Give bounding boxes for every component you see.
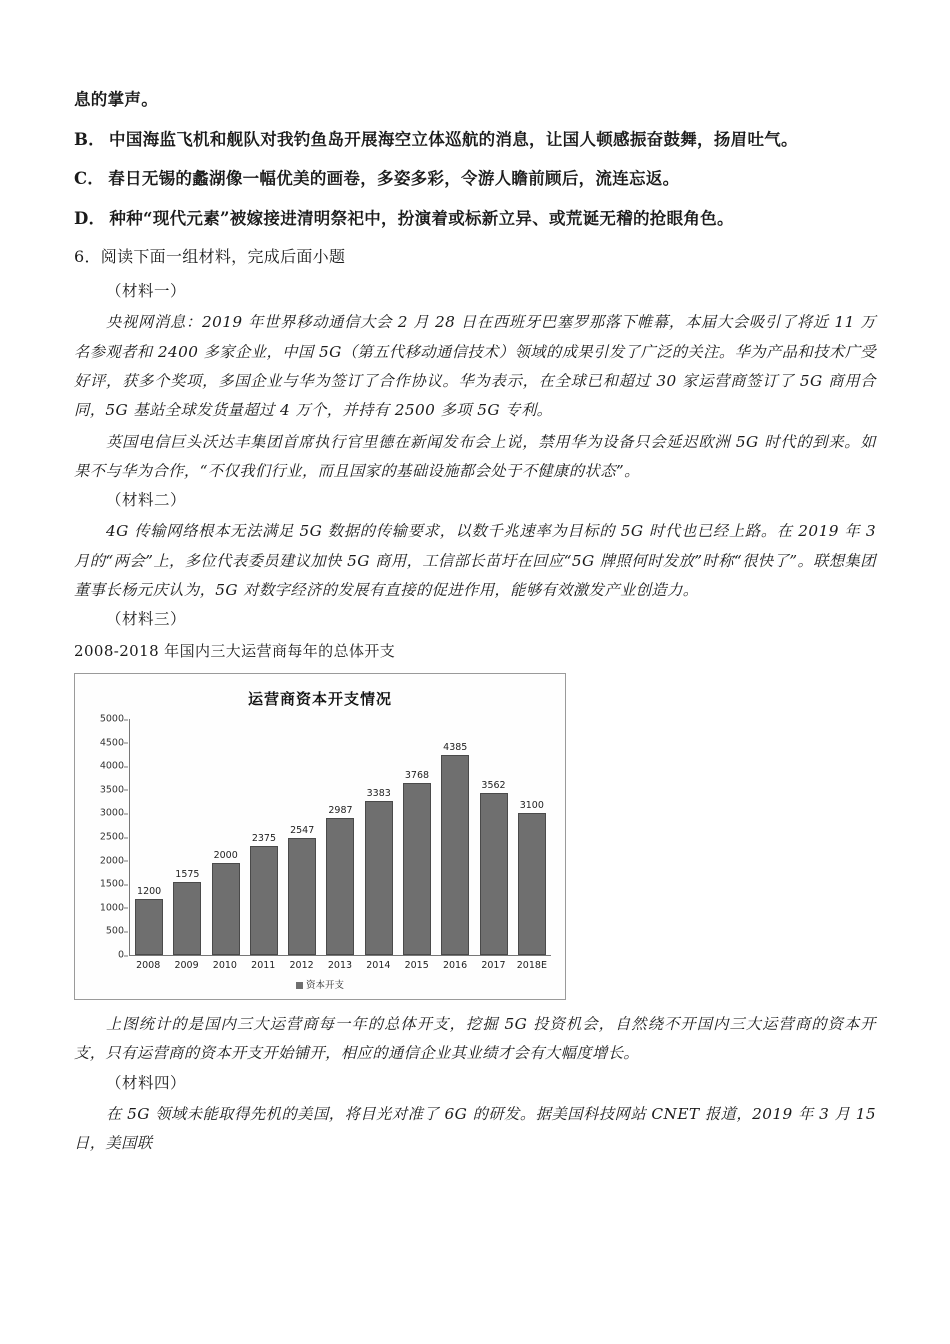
material-1-paragraph-2: 英国电信巨头沃达丰集团首席执行官里德在新闻发布会上说，禁用华为设备只会延迟欧洲 5G 时代的到来。如果不与华为合作，“不仅我们行业，而且国家的基础设施都会处于不健康的状态”。 — [74, 432, 876, 481]
chart-bar-value-label: 2000 — [213, 849, 238, 861]
material-2-paragraph-1: 4G 传输网络根本无法满足 5G 数据的传输要求，以数千兆速率为目标的 5G 时代也已经上路。在 2019 年 3 月的“两会”上，多位代表委员建议加快 5G 商用，工信部长苗圩在回应“5G 牌照何时发放”时称“很快了”。联想集团董事长杨元庆认为，5G 对数字经济的发展有直接的促进作用，能够有效激发产业创造力。 — [74, 522, 876, 599]
chart-bar-value-label: 2375 — [251, 833, 277, 845]
chart-bar-value-label: 1575 — [175, 869, 200, 881]
chart-bar-value-label: 3768 — [404, 770, 430, 782]
choice-option-c — [74, 166, 876, 192]
material-2-heading: （材料二） — [106, 491, 187, 510]
choice-option-d — [74, 206, 876, 232]
chart-bar — [212, 863, 240, 955]
chart-bar-column — [402, 719, 432, 955]
chart-bar — [135, 899, 163, 955]
chart-bar — [250, 846, 278, 955]
chart-bar-column — [287, 719, 317, 955]
chart-y-tickmark — [124, 955, 128, 956]
chart-x-tick-label: 2010 — [212, 960, 237, 972]
material-3-heading: （材料三） — [106, 610, 187, 629]
chart-y-tick: 1500 — [88, 879, 124, 890]
chart-bar-column — [249, 719, 279, 955]
chart-bar-column — [325, 719, 355, 955]
chart-bar — [441, 755, 469, 955]
chart-x-tick-label: 2009 — [174, 960, 199, 972]
chart-y-tick: 3500 — [88, 784, 124, 795]
question-6-stem: 6．阅读下面一组材料，完成后面小题 — [74, 247, 346, 267]
chart-bar-value-label: 4385 — [443, 742, 468, 754]
chart-bar — [173, 882, 201, 955]
chart-bar-column — [211, 719, 241, 955]
choice-text-b: 中国海监飞机和舰队对我钓鱼岛开展海空立体巡航的消息，让国人顿感振奋鼓舞，扬眉吐气。 — [109, 129, 798, 149]
choice-label-b: B． — [74, 129, 106, 149]
chart-y-tickmark — [124, 813, 128, 814]
chart-bar-value-label: 1200 — [137, 885, 162, 897]
chart-bars — [130, 719, 551, 955]
chart-y-tickmark — [124, 837, 128, 838]
chart-bar-value-label: 3383 — [366, 787, 391, 799]
chart-bar-column — [479, 719, 509, 955]
chart-x-tick-label: 2017 — [481, 960, 506, 972]
chart-y-tickmark — [124, 884, 128, 885]
chart-bar — [518, 813, 546, 955]
chart-bar-value-label: 3562 — [481, 779, 506, 791]
material-4-paragraph-1: 在 5G 领域未能取得先机的美国，将目光对准了 6G 的研发。据美国科技网站 CNET 报道，2019 年 3 月 15 日，美国联 — [74, 1104, 876, 1152]
chart-title: 运营商资本开支情况 — [247, 690, 392, 709]
choice-text-d: 种种“现代元素”被嫁接进清明祭祀中，扮演着或标新立异、或荒诞无稽的抢眼角色。 — [109, 208, 734, 228]
choice-label-c: C． — [74, 169, 105, 189]
chart-bar-column — [440, 719, 470, 955]
chart-y-tick: 2000 — [88, 855, 124, 866]
chart-y-tickmark — [124, 790, 128, 791]
chart-y-tick: 5000 — [88, 714, 124, 725]
chart-plot-area — [99, 713, 551, 961]
chart-bar-column — [517, 719, 547, 955]
chart-x-tick-label: 2014 — [366, 960, 391, 972]
legend-swatch-icon — [296, 982, 303, 989]
material-1-heading: （材料一） — [106, 282, 187, 301]
chart-bar-value-label: 2987 — [328, 805, 353, 817]
material-3-paragraph-1: 上图统计的是国内三大运营商每一年的总体开支，挖掘 5G 投资机会，自然绕不开国内三大运营商的资本开支，只有运营商的资本开支开始铺开，相应的通信企业其业绩才会有大幅度增长。 — [74, 1015, 876, 1063]
chart-x-tick-label: 2016 — [442, 960, 468, 972]
chart-y-tick: 4000 — [88, 761, 124, 772]
chart-x-tick-label: 2018E — [516, 960, 547, 972]
chart-y-tickmark — [124, 743, 128, 744]
chart-x-tick-label: 2012 — [289, 960, 314, 972]
choice-option-b — [74, 127, 876, 153]
chart-bar — [403, 783, 431, 955]
choice-label-d: D． — [74, 208, 106, 228]
legend-label: 资本开支 — [305, 980, 344, 992]
chart-y-tickmark — [124, 861, 128, 862]
operator-capex-bar-chart — [74, 673, 566, 1000]
chart-bar — [288, 838, 316, 955]
chart-legend — [85, 977, 555, 991]
material-1-paragraph-1: 央视网消息：2019 年世界移动通信大会 2 月 28 日在西班牙巴塞罗那落下帷幕，本届大会吸引了将近 11 万名参观者和 2400 多家企业，中国 5G（第五代移动通信技术）领域的成果引发了广泛的关注。华为产品和技术广受好评，获多个奖项，多国企业与华为签订了合作协议。华为表示，在全球已和超过 30 家运营商签订了 5G 商用合同，5G 基站全球发货量超过 4 万个，并持有 2500 多项 5G 专利。 — [74, 313, 876, 420]
chart-y-tickmark — [124, 766, 128, 767]
chart-y-tick: 0 — [88, 950, 124, 961]
chart-x-axis — [129, 956, 551, 971]
chart-y-tick: 4500 — [88, 737, 124, 748]
chart-bar — [326, 818, 354, 955]
chart-bar-value-label: 2547 — [290, 825, 315, 837]
choice-text-c: 春日无锡的蠡湖像一幅优美的画卷，多姿多彩，令游人瞻前顾后，流连忘返。 — [108, 169, 680, 189]
chart-bar-column — [364, 719, 394, 955]
chart-y-tick: 500 — [88, 926, 124, 937]
chart-x-tick-label: 2011 — [251, 960, 276, 972]
chart-y-tickmark — [124, 931, 128, 932]
chart-caption: 2008-2018 年国内三大运营商每年的总体开支 — [74, 642, 396, 661]
chart-x-tick-label: 2015 — [404, 960, 429, 972]
chart-y-tickmark — [124, 908, 128, 909]
chart-y-tick: 1000 — [88, 902, 124, 913]
chart-bar-column — [134, 719, 164, 955]
chart-y-tickmark — [124, 719, 128, 720]
chart-bar-value-label: 3100 — [519, 800, 544, 812]
lead-fragment: 息的掌声。 — [74, 90, 158, 109]
chart-bar — [480, 793, 508, 956]
material-4-heading: （材料四） — [106, 1073, 187, 1092]
chart-x-tick-label: 2013 — [327, 960, 353, 972]
chart-bar-column — [172, 719, 202, 955]
chart-y-tick: 3000 — [88, 808, 124, 819]
chart-x-tick-label: 2008 — [136, 960, 161, 972]
chart-y-tick: 2500 — [88, 832, 124, 843]
chart-bar — [365, 801, 393, 955]
